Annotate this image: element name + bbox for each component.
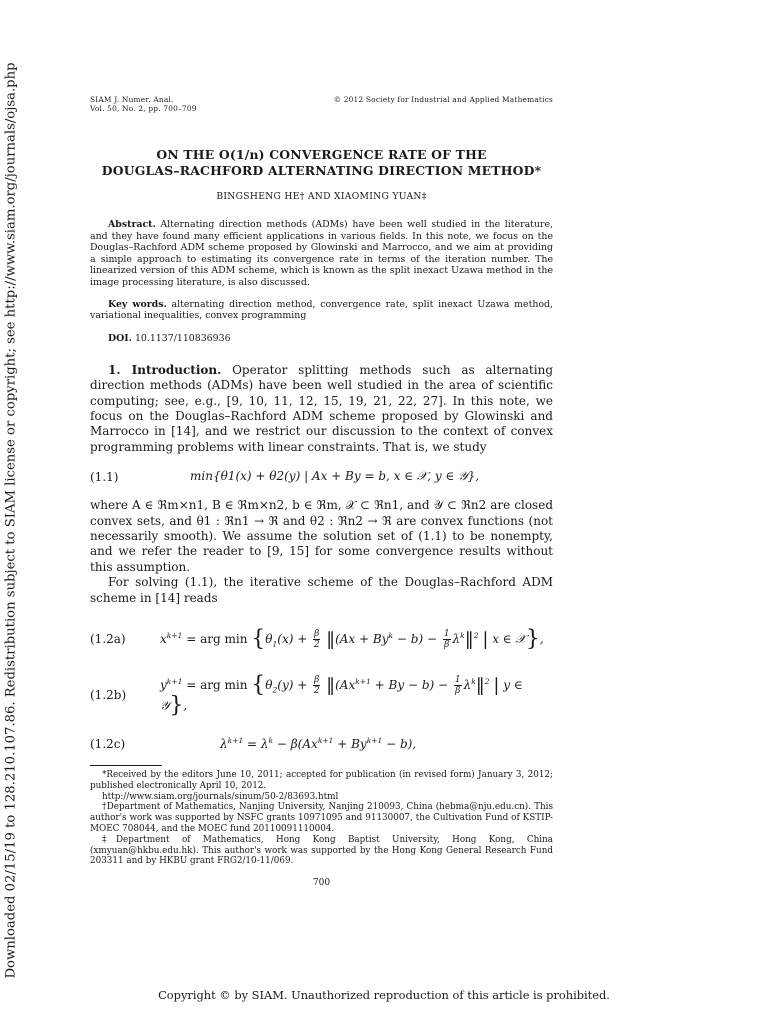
paper-authors: BINGSHENG HE† AND XIAOMING YUAN‡ — [216, 191, 427, 202]
introduction-paragraph — [90, 363, 553, 455]
journal-name: SIAM J. Numer. Anal. — [90, 95, 174, 104]
equation-label: (1.2a) — [90, 632, 126, 647]
paper-page — [90, 95, 553, 888]
download-watermark-text: Downloaded 02/15/19 to 128.210.107.86. Redistribution subject to SIAM license or copyright; see http://www.siam.org/journals/ojsa.php — [3, 61, 19, 979]
equation-1-2a — [90, 624, 553, 654]
section-heading: 1. Introduction. — [108, 362, 222, 377]
download-watermark-strip — [2, 61, 20, 979]
paragraph-solving: For solving (1.1), the iterative scheme of the Douglas–Rachford ADM scheme in [14] reads — [90, 575, 553, 605]
equation-body: $y^{k+1}$ = arg $\min \{\theta_2(y)$ + $\frac{\beta}{2}$ $‖(Ax^{k+1} + By - b)$ − $\frac{1}{\beta}$ $\lambda^k‖^2$ | y ∈ 𝒴}, — [160, 672, 523, 718]
abstract-label: Abstract. — [108, 219, 156, 230]
footnote-received: *Received by the editors June 10, 2011; accepted for publication (in revised form) January 3, 2012; published electronically April 10, 2012. — [90, 770, 553, 791]
bottom-copyright: Copyright © by SIAM. Unauthorized reproduction of this article is prohibited. — [158, 988, 610, 1002]
footnote-url: http://www.siam.org/journals/sinum/50-2/83693.html — [102, 791, 339, 802]
equation-body: $\lambda^{k+1} = \lambda^k - \beta(Ax^{k+1} + By^{k+1} - b)$, — [220, 736, 417, 752]
keywords-label: Key words. — [108, 298, 167, 310]
title-line-2: DOUGLAS–RACHFORD ALTERNATING DIRECTION METHOD* — [101, 163, 542, 178]
doi — [90, 333, 553, 344]
title-line-1: ON THE O(1/n) CONVERGENCE RATE OF THE — [156, 147, 487, 162]
abstract — [90, 219, 553, 289]
keywords — [90, 299, 553, 322]
running-header — [90, 95, 553, 113]
journal-info — [90, 95, 197, 113]
equation-body: $x^{k+1}$ = arg $\min \{\theta_1(x)$ + $\frac{\beta}{2}$ ‖(Ax + $By^k - b$) − $\frac{1}{\beta}$ $\lambda^k‖^2$ | x ∈ 𝒳}, — [160, 626, 544, 652]
equation-label: (1.2c) — [90, 736, 126, 751]
doi-value: 10.1137/110836936 — [134, 332, 231, 344]
equation-1-2b — [90, 672, 553, 718]
equation-label: (1.1) — [90, 469, 119, 484]
footnote-author-1: †Department of Mathematics, Nanjing University, Nanjing 210093, China (hebma@nju.edu.cn). This author's work was supported by NSFC grants 10971095 and 91130007, the Cultivation Fund of KSTIP-MOEC 708044, and the MOEC fund 20110091110004. — [90, 802, 553, 835]
equation-1-2c — [90, 736, 553, 751]
intro-text: Operator splitting methods such as alternating direction methods (ADMs) have been well studied in the area of scientific computing; see, e.g., [9, 10, 11, 12, 15, 19, 21, 22, 27]. In this note, we focus on the Douglas–Rachford ADM scheme proposed by Glowinski and Marrocco in [14], and we restrict our discussion to the context of convex programming problems with linear constraints. That is, we study — [90, 362, 554, 454]
keywords-text: alternating direction method, convergence rate, split inexact Uzawa method, variational inequalities, convex programming — [90, 298, 554, 322]
equation-label: (1.2b) — [90, 688, 127, 703]
abstract-text: Alternating direction methods (ADMs) have been well studied in the literature, and they have found many efficient applications in various fields. In this note, we focus on the Douglas–Rachford ADM scheme proposed by Glowinski and Marrocco, and we aim at providing a simple approach to estimating its convergence rate in terms of the iteration number. The linearized version of this ADM scheme, which is known as the split inexact Uzawa method in the image processing literature, is also discussed. — [90, 219, 553, 288]
equation-1-1 — [90, 469, 553, 484]
paper-title — [90, 147, 553, 179]
page-number: 700 — [312, 878, 331, 889]
footnotes — [90, 770, 553, 867]
footnote-author-2: ‡Department of Mathematics, Hong Kong Baptist University, Hong Kong, China (xmyuan@hkbu.edu.hk). This author's work was supported by the Hong Kong General Research Fund 203311 and by HKBU grant FRG2/10-11/069. — [90, 834, 553, 867]
paragraph-where: where A ∈ ℜm×n1, B ∈ ℜm×n2, b ∈ ℜm, 𝒳 ⊂ ℜn1, and 𝒴 ⊂ ℜn2 are closed convex sets, and θ1 : ℜn1 → ℜ and θ2 : ℜn2 → ℜ are convex functions (not necessarily smooth). We assume the solution set of (1.1) to be nonempty, and we refer the reader to [9, 15] for some convergence results without this assumption. — [90, 498, 553, 574]
doi-label: DOI. — [108, 332, 132, 344]
journal-copyright: © 2012 Society for Industrial and Applied Mathematics — [333, 95, 553, 104]
footnote-rule — [90, 765, 162, 766]
equation-body: min{θ1(x) + θ2(y) | Ax + By = b, x ∈ 𝒳, y ∈ 𝒴}, — [190, 469, 480, 484]
journal-volume: Vol. 50, No. 2, pp. 700–709 — [90, 104, 197, 113]
